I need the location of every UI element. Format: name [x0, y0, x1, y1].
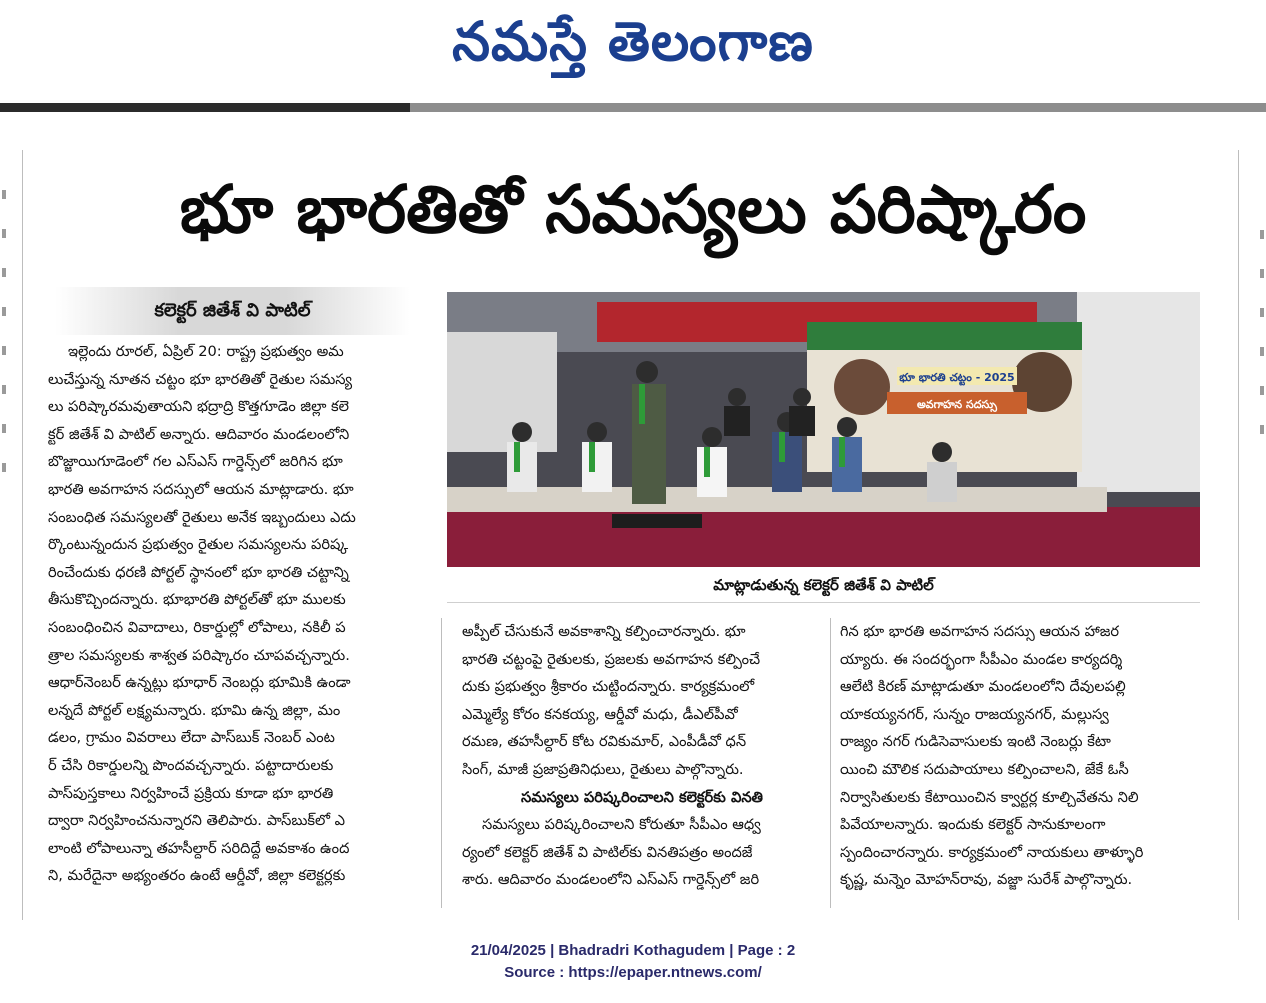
column-divider-1: [441, 618, 442, 908]
column-divider-2: [830, 618, 831, 908]
text-line: భారతి చట్టంపై రైతులకు, ప్రజలకు అవగాహన కల్పించే: [462, 650, 761, 668]
banner-line-1: భూ భారతి చట్టం - 2025: [899, 371, 1015, 384]
article-subhead: కలెక్టర్ జితేశ్ వి పాటిల్: [55, 287, 410, 335]
text-line: ర్ చేసి రికార్డులన్ని పొందవచ్చన్నారు. పట్టాదారులకు: [48, 756, 334, 774]
text-line: శారు. ఆదివారం మండలంలోని ఎస్ఎస్ గార్డెన్స్‌లో జరి: [462, 871, 760, 889]
text-line: సంబంధిత సమస్యలతో రైతులు అనేక ఇబ్బందులు ఎదు: [48, 508, 356, 526]
text-line: దుకు ప్రభుత్వం శ్రీకారం చుట్టిందన్నారు. కార్యక్రమంలో: [462, 678, 755, 696]
text-line: భారతి అవగాహన సదస్సులో ఆయన మాట్లాడారు. భూ: [48, 480, 354, 498]
text-line: సంబంధించిన వివాదాలు, రికార్డుల్లో లోపాలు, నకిలీ ప: [48, 618, 346, 636]
text-line: సింగ్, మాజీ ప్రజాప్రతినిధులు, రైతులు పాల్గొన్నారు.: [462, 760, 744, 778]
text-line: నిర్వాసితులకు కేటాయించిన క్వార్టర్ల కూల్చివేతను నిలి: [840, 788, 1139, 806]
text-line: స్పందించారన్నారు. కార్యక్రమంలో నాయకులు తాళ్ళూరి: [840, 843, 1144, 861]
photo-caption: మాట్లాడుతున్న కలెక్టర్ జితేశ్ వి పాటిల్: [713, 576, 934, 594]
text-line: య్యారు. ఈ సందర్భంగా సీపీఎం మండల కార్యదర్శి: [840, 650, 1123, 668]
text-line: ఎమ్మెల్యే కోరం కనకయ్య, ఆర్డీవో మధు, డీఎల్‌పీవో: [462, 705, 738, 723]
footer-source: Source : https://epaper.ntnews.com/: [504, 964, 762, 981]
clip-border-right: [1238, 150, 1239, 920]
article-photo: [447, 292, 1200, 567]
text-line: రాజ్యం నగర్ గుడిసెవాసులకు ఇంటి నెంబర్లు కేటా: [840, 733, 1111, 751]
section-subheading: సమస్యలు పరిష్కరించాలని కలెక్టర్‌కు వినతి: [521, 788, 763, 806]
text-line: క్టర్ జితేశ్ వి పాటిల్ అన్నారు. ఆదివారం మండలంలోని: [48, 425, 350, 443]
text-line: గిన భూ భారతి అవగాహన సదస్సు ఆయన హాజర: [840, 623, 1120, 640]
text-line: ఆలేటి కిరణ్ మాట్లాడుతూ మండలంలోని దేవులపల్లి: [840, 678, 1126, 696]
text-line: యించి మౌలిక సదుపాయాలు కల్పించాలని, జేకే ఓసీ: [840, 760, 1129, 778]
text-line: బొజ్జాయిగూడెంలో గల ఎస్ఎస్ గార్డెన్స్‌లో జరిగిన భూ: [48, 453, 343, 471]
text-line: త్రాల సమస్యలకు శాశ్వత పరిష్కారం చూపవచ్చన్నారు.: [48, 646, 350, 664]
text-line: యాకయ్యనగర్, సున్నం రాజయ్యనగర్, మల్లుస్వ: [840, 705, 1109, 723]
text-line: ఇల్లెందు రూరల్, ఏప్రిల్ 20: రాష్ట్ర ప్రభుత్వం అమ: [68, 343, 344, 360]
right-edge-text-fragment: [1258, 230, 1266, 560]
text-line: సమస్యలు పరిష్కరించాలని కోరుతూ సీపీఎం ఆధ్వ: [482, 816, 761, 834]
article-column-3: [840, 618, 1200, 894]
text-line: లు పరిష్కారమవుతాయని భద్రాద్రి కొత్తగూడెం జిల్లా కలె: [48, 398, 349, 416]
text-line: పాస్‌పుస్తకాలు నిర్వహించే ప్రక్రియ కూడా భూ భారతి: [48, 784, 334, 802]
text-line: లన్నదే పోర్టల్ లక్ష్యమన్నారు. భూమి ఉన్న జిల్లా, మం: [48, 701, 341, 719]
text-line: ర్కొంటున్నందున ప్రభుత్వం రైతుల సమస్యలను పరిష్క: [48, 536, 349, 554]
masthead: [0, 0, 1266, 100]
text-line: ద్వారా నిర్వహించనున్నారని తెలిపారు. పాస్‌బుక్‌లో ఎ: [48, 812, 346, 830]
text-line: కృష్ణ, మన్నెం మోహన్‌రావు, వజ్జా సురేశ్ పాల్గొన్నారు.: [840, 871, 1133, 889]
text-line: లాంటి లోపాలున్నా తహసీల్దార్ సరిదిద్దే అవకాశం ఉంద: [48, 839, 350, 857]
banner-line-2: అవగాహన సదస్సు: [917, 398, 997, 411]
article-headline: భూ భారతితో సమస్యలు పరిష్కారం: [179, 171, 1087, 248]
clip-border-left: [22, 150, 23, 920]
masthead-rule-grey: [410, 103, 1266, 112]
newspaper-logo: నమస్తే తెలంగాణ: [452, 9, 814, 73]
text-line: పివేయాలన్నారు. ఇందుకు కలెక్టర్ సానుకూలంగా: [840, 816, 1106, 834]
text-line: ఆధార్‌నెంబర్ ఉన్నట్లు భూధార్ నెంబర్లు భూమికి ఉండా: [48, 674, 351, 692]
article-column-2: [462, 618, 822, 894]
text-line: అప్పీల్ చేసుకునే అవకాశాన్ని కల్పించారన్నారు. భూ: [462, 623, 746, 640]
text-line: డలం, గ్రామం వివరాలు లేదా పాస్‌బుక్ నెంబర్ ఎంట: [48, 729, 335, 747]
text-line: రమణ, తహసీల్దార్ కోట రవికుమార్, ఎంపీడీవో ధన్: [462, 733, 747, 751]
text-line: తీసుకొచ్చిందన్నారు. భూభారతి పోర్టల్‌తో భూ ములకు: [48, 591, 346, 609]
left-edge-text-fragment: [0, 190, 8, 570]
footer-date-edition: 21/04/2025 | Bhadradri Kothagudem | Page : 2: [470, 942, 796, 959]
text-line: ర్యంలో కలెక్టర్ జితేశ్ వి పాటిల్‌కు వినతిపత్రం అందజే: [462, 843, 753, 861]
text-line: లుచేస్తున్న నూతన చట్టం భూ భారతితో రైతుల సమస్య: [48, 370, 353, 388]
text-line: రించేందుకు ధరణి పోర్టల్ స్థానంలో భూ భారతి చట్టాన్ని: [48, 563, 349, 581]
text-line: ని, మరేదైనా అభ్యంతరం ఉంటే ఆర్డీవో, జిల్లా కలెక్టర్లకు: [48, 867, 346, 885]
article-column-1: [48, 338, 428, 890]
masthead-rule-dark: [0, 103, 410, 112]
caption-divider: [447, 602, 1200, 603]
